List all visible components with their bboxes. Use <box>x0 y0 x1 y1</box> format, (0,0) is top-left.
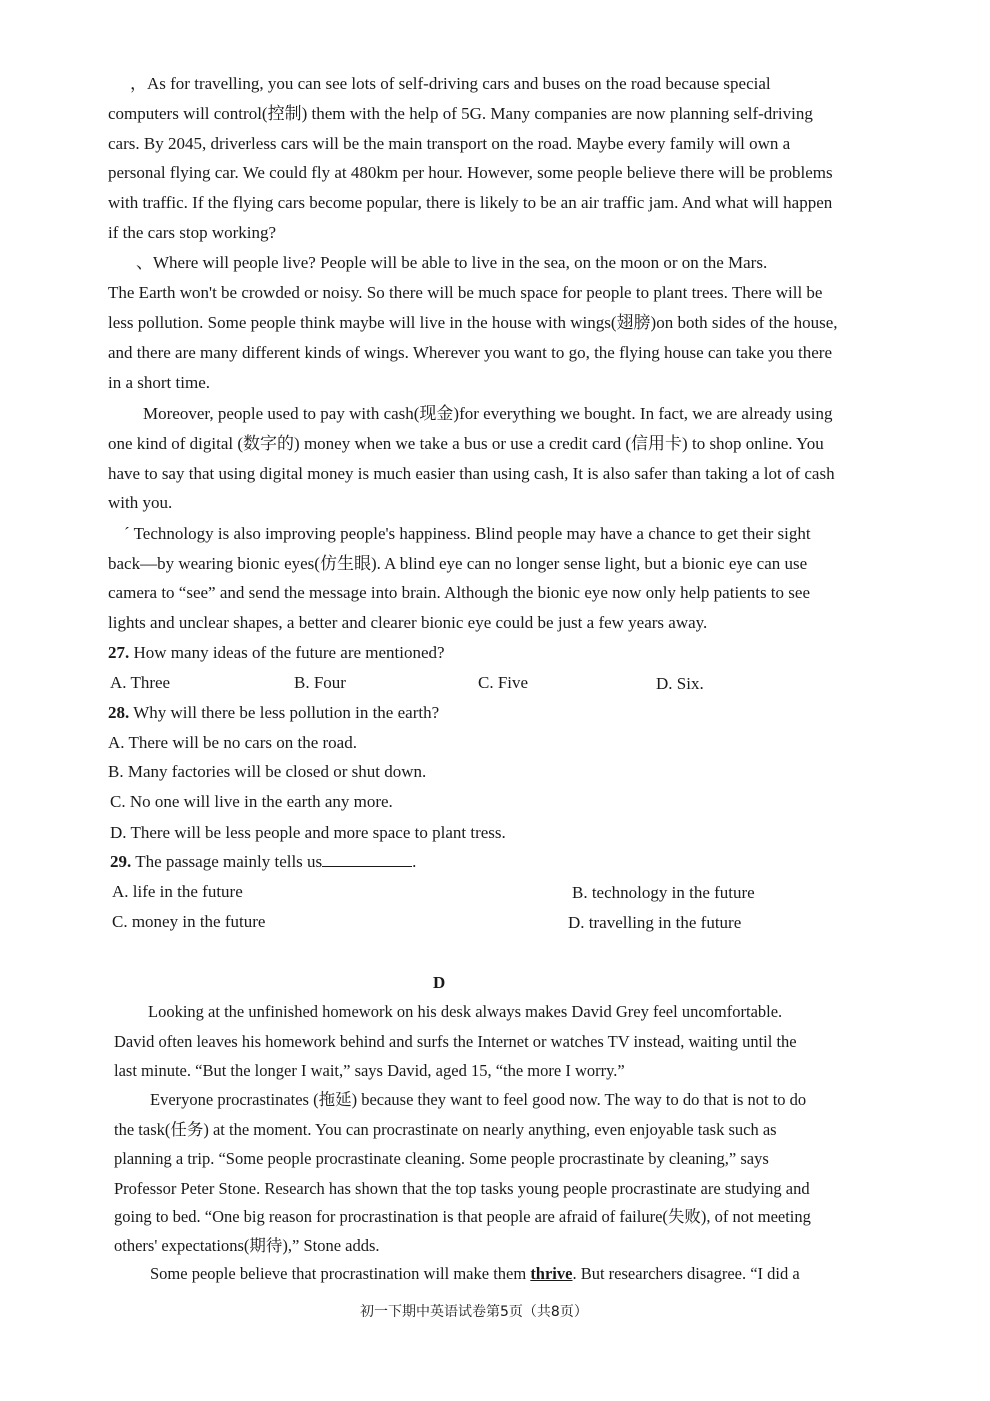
text-line: Looking at the unfinished homework on his desk always makes David Grey feel uncomfortable. <box>148 1002 783 1021</box>
option-c: C. Five <box>478 673 529 692</box>
question-text <box>108 702 439 724</box>
text-line: The Earth won't be crowded or noisy. So there will be much space for people to plant trees. There will be <box>108 283 823 302</box>
option-b: B. technology in the future <box>572 883 755 902</box>
text-line: ，As for travelling, you can see lots of self-driving cars and buses on the road because special <box>130 74 771 93</box>
section-heading: D <box>433 973 446 992</box>
option-a: A. Three <box>110 673 171 692</box>
text-line: David often leaves his homework behind and surfs the Internet or watches TV instead, waiting until the <box>114 1032 797 1051</box>
answer-blank[interactable] <box>322 851 412 867</box>
text-line: cars. By 2045, driverless cars will be the main transport on the road. Maybe every family will own a <box>108 134 791 153</box>
question-text <box>110 851 416 873</box>
text-line <box>150 1263 800 1285</box>
text-line: planning a trip. “Some people procrastinate cleaning. Some people procrastinate by cleaning,” says <box>114 1149 769 1168</box>
text-line: with traffic. If the flying cars become popular, there is likely to be an air traffic jam. And what will happen <box>108 193 833 212</box>
text-line: 、Where will people live? People will be able to live in the sea, on the moon or on the Mars. <box>136 253 768 272</box>
page-footer: 初一下期中英语试卷第5页（共8页） <box>360 1304 588 1320</box>
underlined-word: thrive <box>530 1264 573 1283</box>
question-number: 27. <box>108 643 130 662</box>
question-number: 28. <box>108 703 130 722</box>
option-a: A. life in the future <box>112 882 243 901</box>
question-stem: The passage mainly tells us <box>135 852 323 871</box>
text-line: lights and unclear shapes, a better and clearer bionic eye could be just a few years away. <box>108 613 708 632</box>
text-line: if the cars stop working? <box>108 223 277 242</box>
question-stem: Why will there be less pollution in the earth? <box>133 703 440 722</box>
option-c: C. No one will live in the earth any more. <box>110 792 393 811</box>
text-line: have to say that using digital money is much easier than using cash, It is also safer than taking a lot of cash <box>108 464 835 483</box>
text-line: personal flying car. We could fly at 480km per hour. However, some people believe there will be problems <box>108 163 833 182</box>
text-line: in a short time. <box>108 373 210 392</box>
text-line: less pollution. Some people think maybe will live in the house with wings(翅膀)on both sides of the house, <box>108 313 838 332</box>
text-segment: Some people believe that procrastination will make them <box>150 1264 527 1283</box>
text-line: the task(任务) at the moment. You can procrastinate on nearly anything, even enjoyable task such as <box>114 1120 777 1139</box>
option-b: B. Many factories will be closed or shut down. <box>108 762 427 781</box>
text-line: back—by wearing bionic eyes(仿生眼). A blind eye can no longer sense light, but a bionic eye can use <box>108 554 808 573</box>
option-b: B. Four <box>294 673 346 692</box>
question-text <box>108 642 445 664</box>
text-line: with you. <box>108 493 173 512</box>
text-segment: . But researchers disagree. “I did a <box>572 1264 800 1283</box>
text-line: computers will control(控制) them with the help of 5G. Many companies are now planning self-driving <box>108 104 813 123</box>
text-line: others' expectations(期待),” Stone adds. <box>114 1236 380 1255</box>
option-a: A. There will be no cars on the road. <box>108 733 357 752</box>
text-line: one kind of digital (数字的) money when we take a bus or use a credit card (信用卡) to shop online. You <box>108 434 824 453</box>
text-line: Everyone procrastinates (拖延) because they want to feel good now. The way to do that is not to do <box>150 1090 807 1109</box>
text-line: ´ Technology is also improving people's happiness. Blind people may have a chance to get their sight <box>124 524 811 543</box>
option-c: C. money in the future <box>112 912 266 931</box>
text-line: last minute. “But the longer I wait,” says David, aged 15, “the more I worry.” <box>114 1061 625 1080</box>
text-line: and there are many different kinds of wings. Wherever you want to go, the flying house can take you there <box>108 343 833 362</box>
option-d: D. There will be less people and more space to plant tress. <box>110 823 506 842</box>
text-line: camera to “see” and send the message into brain. Although the bionic eye now only help patients to see <box>108 583 810 602</box>
option-d: D. travelling in the future <box>568 913 742 932</box>
question-stem-end: . <box>412 852 417 871</box>
question-stem: How many ideas of the future are mentioned? <box>133 643 445 662</box>
text-line: Professor Peter Stone. Research has shown that the top tasks young people procrastinate are studying and <box>114 1179 810 1198</box>
question-number: 29. <box>110 852 132 871</box>
text-line: going to bed. “One big reason for procrastination is that people are afraid of failure(失败), of not meeting <box>114 1207 811 1226</box>
option-d: D. Six. <box>656 674 704 693</box>
text-line: Moreover, people used to pay with cash(现金)for everything we bought. In fact, we are already using <box>143 404 833 423</box>
